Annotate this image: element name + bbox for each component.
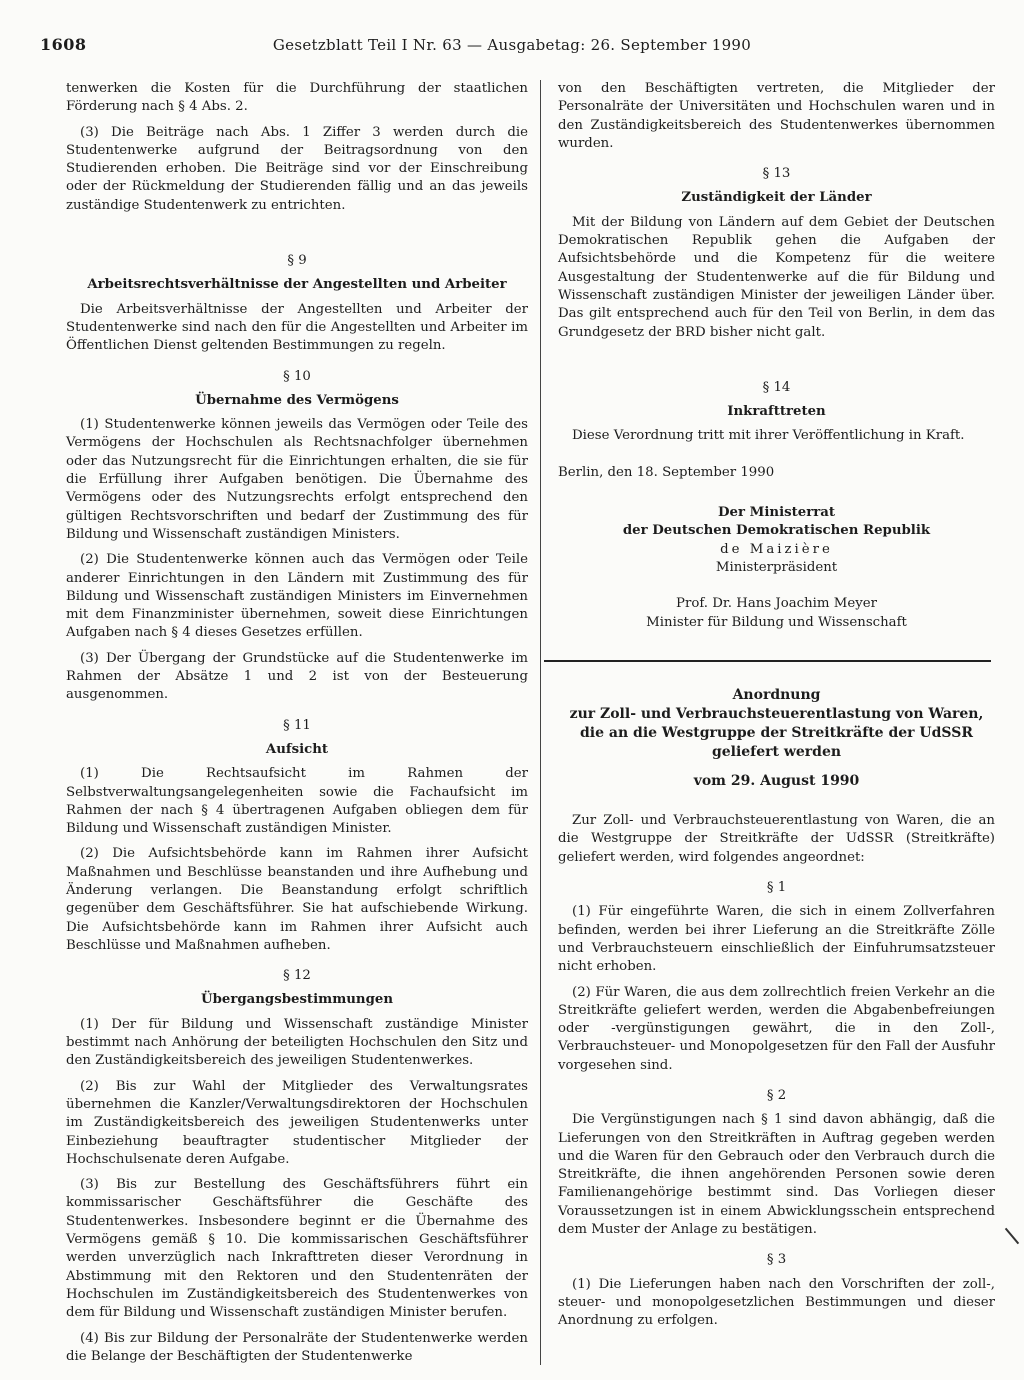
signing-date: Berlin, den 18. September 1990 bbox=[558, 464, 775, 480]
ordinance-section-3-paragraph-1: (1) Die Lieferungen haben nach den Vorschriften der zoll-, steuer- und monopolgesetzlichen Bestimmungen und dieser Anordnung zu erfolgen. bbox=[558, 1276, 995, 1329]
scan-mark bbox=[1005, 1228, 1019, 1245]
section-13-paragraph: Mit der Bildung von Ländern auf dem Gebiet der Deutschen Demokratischen Republik gehen die Aufgaben der Aufsichtsbehörde und die Kompetenz für die weitere Ausgestaltung der Studentenwerke auf die für Bildung und Wissenschaft zuständigen Minister der jeweiligen Länder über. Das gilt entsprechend auch für den Teil von Berlin, in dem das Grundgesetz der BRD bisher nicht galt. bbox=[558, 214, 995, 340]
section-11-paragraph-1: (1) Die Rechtsaufsicht im Rahmen der Selbstverwaltungsangelegenheiten sowie die Fachaufsicht im Rahmen der nach § 4 übertragenen Aufgaben obliegen dem für Bildung und Wissenschaft zuständigen Minister. bbox=[66, 766, 528, 837]
section-13-number: § 13 bbox=[762, 166, 791, 182]
section-12-paragraph-4: (4) Bis zur Bildung der Personalräte der Studentenwerke werden die Belange der Beschäftigten der Studentenwerke bbox=[66, 1330, 528, 1364]
section-13-title: Zuständigkeit der Länder bbox=[681, 190, 872, 206]
signature-role-minister: Minister für Bildung und Wissenschaft bbox=[646, 614, 907, 630]
section-10-paragraph-1: (1) Studentenwerke können jeweils das Vermögen oder Teile des Vermögens der Hochschulen als Rechtsnachfolger übernehmen oder das Nutzungsrecht für die Einrichtungen erhalten, die sie für die Erfüllung ihrer Aufgaben benötigen. Die Übernahme des Vermögens oder des Nutzungsrechts erfolgt entsprechend den gültigen Rechtsvorschriften und bedarf der Zustimmung des für Bildung und Wissenschaft zuständigen Ministers. bbox=[66, 417, 528, 542]
section-10-title: Übernahme des Vermögens bbox=[195, 392, 399, 408]
ordinance-preamble: Zur Zoll- und Verbrauchsteuerentlastung von Waren, die an die Westgruppe der Streitkräfte der UdSSR (Streitkräfte) geliefert werden, wird folgendes angeordnet: bbox=[558, 813, 995, 865]
signature-council: Der Ministerrat bbox=[718, 505, 835, 521]
section-12-title: Übergangsbestimmungen bbox=[200, 992, 394, 1008]
running-title: Gesetzblatt Teil I Nr. 63 — Ausgabetag: 26. September 1990 bbox=[272, 36, 752, 54]
ordinance-section-1-paragraph-1: (1) Für eingeführte Waren, die sich in einem Zollverfahren befinden, werden bei ihrer Lieferung an die Streitkräfte Zölle und Verbrauchsteuern einschließlich der Einfuhrumsatzsteuer nicht erhoben. bbox=[558, 904, 995, 975]
paragraph-continuation: tenwerken die Kosten für die Durchführung der staatlichen Förderung nach § 4 Abs. 2. bbox=[66, 81, 528, 115]
section-12-number: § 12 bbox=[283, 968, 311, 984]
section-10-paragraph-2: (2) Die Studentenwerke können auch das Vermögen oder Teile anderer Einrichtungen in den Ländern mit Zustimmung des für Bildung und Wissenschaft zuständigen Ministers im Einvernehmen mit dem Finanzminister übernehmen, soweit diese Einrichtungen Aufgaben nach § 4 dieses Gesetzes erfüllen. bbox=[66, 552, 528, 641]
ordinance-section-1-paragraph-2: (2) Für Waren, die aus dem zollrechtlich freien Verkehr an die Streitkräfte geliefert werden, werden die Abgabenbefreiungen oder -vergünstigungen gewährt, die in den Zoll-, Verbrauchsteuer- und Monopolgesetzen für den Fall der Ausfuhr vorgesehen sind. bbox=[558, 984, 996, 1073]
ordinance-title-line-4: geliefert werden bbox=[711, 743, 842, 760]
column-divider bbox=[540, 80, 541, 1365]
section-11-title: Aufsicht bbox=[265, 741, 329, 757]
signature-role-prime-minister: Ministerpräsident bbox=[715, 559, 838, 575]
section-11-number: § 11 bbox=[283, 717, 311, 733]
section-9-title: Arbeitsrechtsverhältnisse der Angestellten und Arbeiter bbox=[87, 277, 507, 293]
signature-name-prime-minister: de Maizière bbox=[720, 541, 833, 557]
section-14-paragraph: Diese Verordnung tritt mit ihrer Veröffentlichung in Kraft. bbox=[572, 428, 965, 444]
signature-name-minister: Prof. Dr. Hans Joachim Meyer bbox=[676, 596, 877, 612]
section-separator-rule bbox=[544, 660, 991, 662]
ordinance-title-line-3: die an die Westgruppe der Streitkräfte der UdSSR bbox=[580, 724, 973, 741]
section-14-title: Inkrafttreten bbox=[727, 404, 826, 420]
paragraph-8-3: (3) Die Beiträge nach Abs. 1 Ziffer 3 werden durch die Studentenwerke aufgrund der Beitragsordnung von den Studierenden erhoben. Die Beiträge sind vor der Einschreibung oder der Rückmeldung der Studierenden fällig und an das jeweils zuständige Studentenwerk zu entrichten. bbox=[66, 124, 528, 213]
section-12-paragraph-1: (1) Der für Bildung und Wissenschaft zuständige Minister bestimmt nach Anhörung der beteiligten Hochschulen den Sitz und den Zuständigkeitsbereich des jeweiligen Studentenwerkes. bbox=[66, 1016, 528, 1069]
section-14-number: § 14 bbox=[762, 379, 791, 395]
section-11-paragraph-2: (2) Die Aufsichtsbehörde kann im Rahmen ihrer Aufsicht Maßnahmen und Beschlüsse beanstanden und ihre Aufhebung und Änderung verlangen. Die Beanstandung erfolgt schriftlich gegenüber dem Geschäftsführer. Sie hat aufschiebende Wirkung. Die Aufsichtsbehörde kann im Rahmen ihrer Aufsicht auch Beschlüsse und Maßnahmen aufheben. bbox=[66, 846, 528, 953]
ordinance-title-line-2: zur Zoll- und Verbrauchsteuerentlastung von Waren, bbox=[569, 705, 984, 722]
section-9-paragraph: Die Arbeitsverhältnisse der Angestellten und Arbeiter der Studentenwerke sind nach den für die Angestellten und Arbeiter im Öffentlichen Dienst geltenden Bestimmungen zu regeln. bbox=[66, 301, 528, 354]
section-10-paragraph-3: (3) Der Übergang der Grundstücke auf die Studentenwerke im Rahmen der Absätze 1 und 2 ist von der Besteuerung ausgenommen. bbox=[66, 650, 528, 703]
section-10-number: § 10 bbox=[283, 368, 311, 384]
ordinance-title-line-1: Anordnung bbox=[732, 686, 821, 703]
ordinance-section-2-paragraph: Die Vergünstigungen nach § 1 sind davon abhängig, daß die Lieferungen von den Streitkräften in Auftrag gegeben werden und die Waren für den Gebrauch oder den Verbrauch durch die Streitkräfte, die ihnen angehörenden Personen sowie deren Familienangehörige bestimmt sind. Das Vorliegen dieser Voraussetzungen ist in einem Abwicklungsschein entsprechend dem Muster der Anlage zu bestätigen. bbox=[558, 1112, 995, 1238]
left-column bbox=[66, 80, 528, 1373]
page-number: 1608 bbox=[40, 35, 87, 54]
right-column bbox=[558, 80, 995, 1338]
ordinance-section-3-number: § 3 bbox=[766, 1252, 787, 1268]
paragraph-continuation-right: von den Beschäftigten vertreten, die Mitglieder der Personalräte der Universitäten und Hochschulen waren und in den Zuständigkeitsbereich des Studentenwerkes übernommen wurden. bbox=[558, 81, 995, 151]
section-12-paragraph-2: (2) Bis zur Wahl der Mitglieder des Verwaltungsrates übernehmen die Kanzler/Verwaltungsdirektoren der Hochschulen im Zuständigkeitsbereich des jeweiligen Studentenwerks unter Einbeziehung beauftragter studentischer Mitglieder der Hochschulsenate deren Aufgabe. bbox=[66, 1078, 528, 1167]
section-12-paragraph-3: (3) Bis zur Bestellung des Geschäftsführers führt ein kommissarischer Geschäftsführer die Geschäfte des Studentenwerkes. Insbesondere beginnt er die Übernahme des Vermögens gemäß § 10. Die kommissarischen Geschäftsführer werden unverzüglich nach Inkrafttreten dieser Verordnung in Abstimmung mit den Rektoren und den Studentenräten der Hochschulen im Zuständigkeitsbereich des Studentenwerkes von dem für Bildung und Wissenschaft zuständigen Minister berufen. bbox=[66, 1177, 528, 1321]
ordinance-section-1-number: § 1 bbox=[766, 880, 787, 896]
signature-republic: der Deutschen Demokratischen Republik bbox=[622, 523, 931, 539]
section-9-number: § 9 bbox=[287, 253, 307, 269]
ordinance-section-2-number: § 2 bbox=[766, 1087, 787, 1103]
ordinance-date: vom 29. August 1990 bbox=[693, 772, 860, 789]
